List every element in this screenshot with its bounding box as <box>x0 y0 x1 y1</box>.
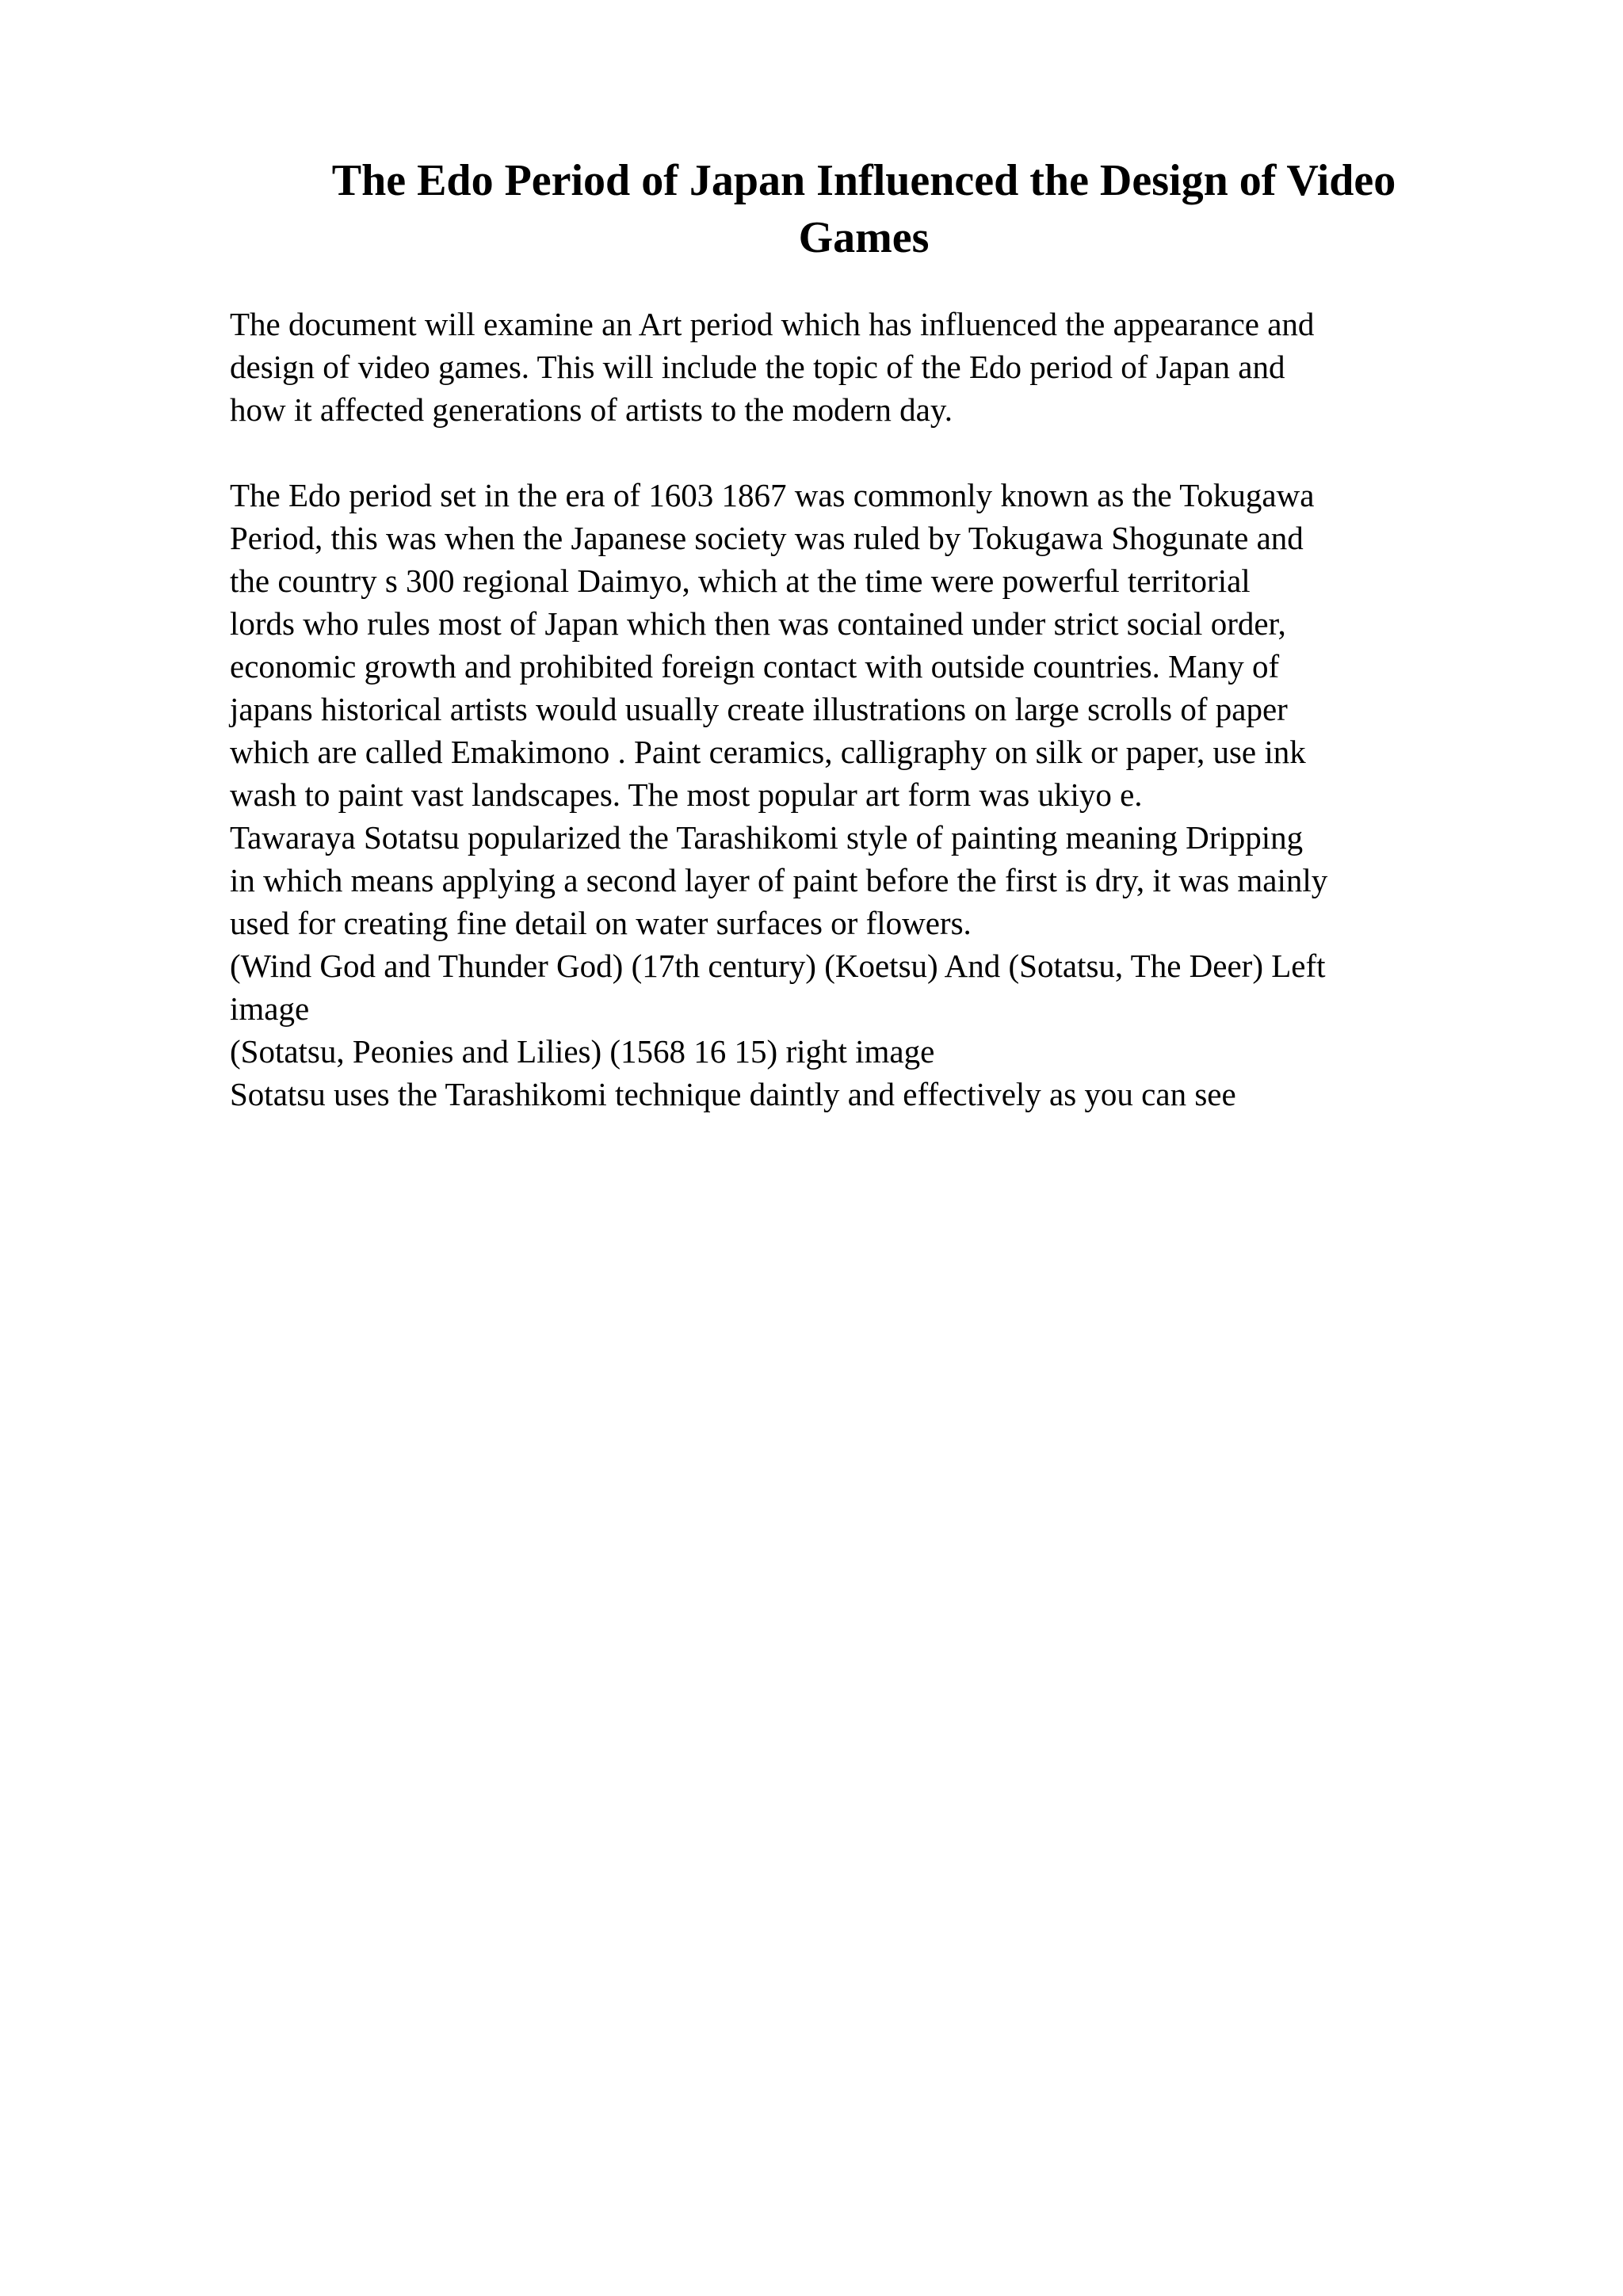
text-line: The Edo period set in the era of 1603 1867 was commonly known as the Tokugawa <box>230 477 1315 513</box>
text-line: lords who rules most of Japan which then was contained under strict social order, <box>230 605 1286 642</box>
text-line: Tawaraya Sotatsu popularized the Tarashikomi style of painting meaning Dripping <box>230 819 1304 856</box>
text-line: (Wind God and Thunder God) (17th century) (Koetsu) And (Sotatsu, The Deer) Left <box>230 948 1326 984</box>
paragraph-spacer <box>230 431 1498 474</box>
title-line: Games <box>798 213 930 262</box>
text-line: in which means applying a second layer of paint before the first is dry, it was mainly <box>230 862 1328 898</box>
text-line: Period, this was when the Japanese society was ruled by Tokugawa Shogunate and <box>230 520 1304 556</box>
text-line: which are called Emakimono . Paint ceramics, calligraphy on silk or paper, use ink <box>230 734 1306 770</box>
document-title <box>230 152 1498 266</box>
text-line: design of video games. This will include the topic of the Edo period of Japan and <box>230 349 1285 385</box>
text-line: economic growth and prohibited foreign contact with outside countries. Many of <box>230 648 1280 685</box>
text-line: The document will examine an Art period which has influenced the appearance and <box>230 306 1315 342</box>
intro-paragraph <box>230 303 1498 431</box>
body-paragraph <box>230 474 1498 1116</box>
title-line: The Edo Period of Japan Influenced the Design of Video <box>331 156 1396 205</box>
text-line: image <box>230 990 310 1027</box>
document-body <box>230 303 1498 1116</box>
text-line: japans historical artists would usually create illustrations on large scrolls of paper <box>230 691 1288 727</box>
text-line: the country s 300 regional Daimyo, which at the time were powerful territorial <box>230 563 1251 599</box>
text-line: used for creating fine detail on water surfaces or flowers. <box>230 905 972 941</box>
text-line: wash to paint vast landscapes. The most popular art form was ukiyo e. <box>230 776 1143 813</box>
text-line: (Sotatsu, Peonies and Lilies) (1568 16 15) right image <box>230 1033 935 1070</box>
text-line: how it affected generations of artists to the modern day. <box>230 391 953 428</box>
text-line: Sotatsu uses the Tarashikomi technique daintly and effectively as you can see <box>230 1076 1236 1112</box>
